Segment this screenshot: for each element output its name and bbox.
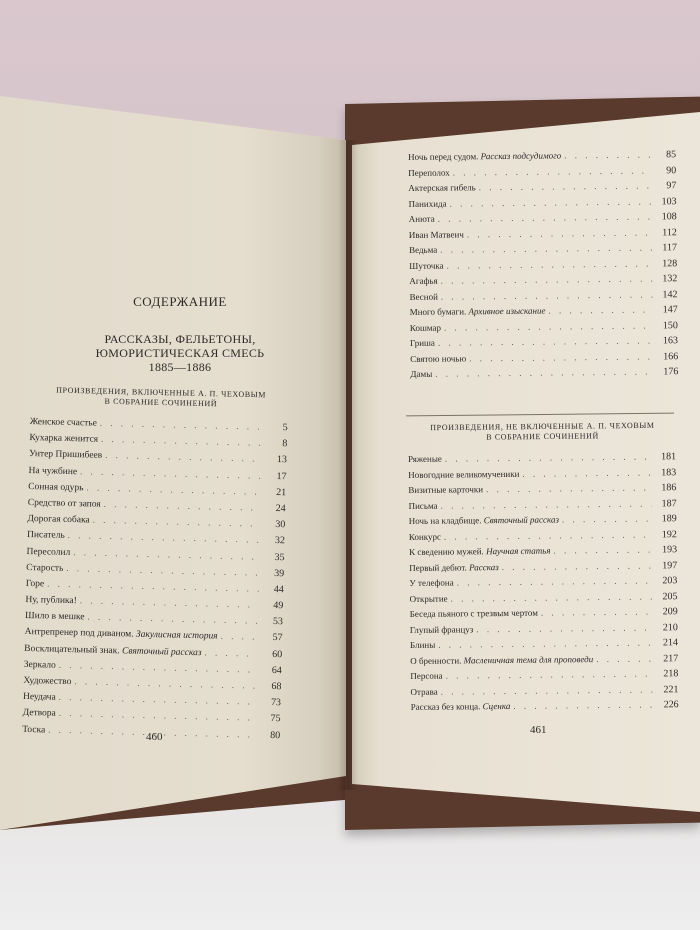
toc-entry-page-number: 112 xyxy=(662,226,677,238)
section-years: 1885—1886 xyxy=(148,360,212,374)
toc-entry-page-number: 85 xyxy=(666,149,677,161)
toc-entry-title-text: Ряженые xyxy=(408,453,442,464)
toc-entry-title-text: Тоска xyxy=(22,724,46,736)
section-title-line1: РАССКАЗЫ, ФЕЛЬЕТОНЫ, xyxy=(104,332,256,346)
toc-leader-dots xyxy=(553,542,652,559)
toc-entry-page-number: 17 xyxy=(276,470,287,482)
toc-entry-title xyxy=(26,576,45,593)
toc-entry-page-number: 210 xyxy=(662,621,678,633)
toc-entry-title-text: Горе xyxy=(25,578,45,590)
contents-heading: СОДЕРЖАНИЕ xyxy=(133,294,227,309)
toc-leader-dots xyxy=(522,465,651,482)
toc-entry-page-number: 49 xyxy=(273,600,284,612)
toc-entry-page-number: 80 xyxy=(270,729,281,741)
section-title-line2: ЮМОРИСТИЧЕСКАЯ СМЕСЬ xyxy=(95,346,265,360)
toc-entry-title xyxy=(410,336,435,352)
toc-entry-title-text: Сонная одурь xyxy=(28,481,84,494)
toc-entry-title xyxy=(410,606,538,623)
toc-entry-title xyxy=(410,351,466,367)
toc-leader-dots xyxy=(502,558,653,575)
toc-entry-page-number: 147 xyxy=(662,304,678,316)
toc-entry-title-text: Антрепренер под диваном. xyxy=(24,627,134,641)
toc-entry-title-text: Пересолил xyxy=(26,546,71,558)
toc-entry-title-text: Открытие xyxy=(409,593,448,604)
toc-entry-title-text: Актерская гибель xyxy=(408,182,476,193)
toc-entry-title-text: Персона xyxy=(410,670,443,681)
toc-entry-title xyxy=(410,622,474,638)
page-number-right: 461 xyxy=(530,724,547,736)
toc-entry-title xyxy=(408,498,437,514)
toc-entry-page-number: 108 xyxy=(661,211,677,223)
toc-entry-subtitle: Рассказ xyxy=(469,561,499,572)
toc-entry-title xyxy=(409,544,551,561)
toc-entry-title xyxy=(410,367,432,383)
toc-entry-title-text: Кухарка женится xyxy=(29,433,99,445)
toc-leader-dots xyxy=(435,364,653,382)
toc-entry-title xyxy=(410,669,442,685)
toc-entry-title xyxy=(410,320,441,336)
toc-entry-title-text: Старость xyxy=(26,562,64,574)
toc-entry-page-number: 226 xyxy=(663,699,679,711)
toc-entry-page-number: 214 xyxy=(662,637,679,649)
toc-entry-page-number: 60 xyxy=(272,648,283,660)
toc-entry-title-text: Кошмар xyxy=(409,322,442,333)
toc-entry-page-number: 117 xyxy=(662,242,678,254)
toc-entry-title-text: Святою ночью xyxy=(410,352,467,364)
toc-entry-page-number: 187 xyxy=(661,497,677,509)
toc-entry-page-number: 197 xyxy=(662,559,678,571)
toc-entry-title xyxy=(22,721,45,738)
toc-entry-page-number: 21 xyxy=(276,486,287,499)
toc-entry-title-text: Панихида xyxy=(408,198,447,209)
toc-entry-page-number: 32 xyxy=(274,535,286,547)
toc-entry-subtitle: Закулисная история xyxy=(135,630,218,643)
toc-entry-title-text: Дамы xyxy=(410,368,433,379)
toc-entry-page-number: 68 xyxy=(271,680,282,693)
toc-entry-page-number: 75 xyxy=(270,713,281,725)
toc-entry-page-number: 90 xyxy=(666,164,677,176)
toc-entry-title xyxy=(410,684,437,700)
toc-entry-title-text: Дорогая собака xyxy=(27,514,90,526)
toc-entry-page-number: 30 xyxy=(275,519,286,531)
toc-leader-dots xyxy=(479,178,652,195)
toc-entry-page-number: 8 xyxy=(282,438,288,450)
toc-entry-subtitle: Масленичная тема для проповеди xyxy=(463,653,594,665)
toc-entry-title-text: Агафья xyxy=(409,275,438,286)
toc-entry-title-text: Рассказ без конца. xyxy=(410,701,481,712)
toc-entry-title-text: Восклицательный знак. xyxy=(24,643,120,656)
toc-entry-page-number: 181 xyxy=(661,451,677,463)
subhead-included-line2: В СОБРАНИЕ СОЧИНЕНИЙ xyxy=(104,396,218,409)
toc-entry-title-text: У телефона xyxy=(409,577,454,588)
toc-entry-page-number: 73 xyxy=(270,697,282,709)
toc-entry-page-number: 189 xyxy=(661,513,677,525)
subhead-not-included-line1: ПРОИЗВЕДЕНИЯ, НЕ ВКЛЮЧЕННЫЕ А. П. ЧЕХОВЫМ xyxy=(430,420,655,433)
toc-entry-title-text: Новогодние великомученики xyxy=(408,468,520,480)
subhead-not-included xyxy=(400,421,685,444)
toc-entry-subtitle: Сценка xyxy=(482,700,511,712)
toc-entry-title-text: Шило в мешке xyxy=(24,611,85,623)
toc-entry-title-text: Писатель xyxy=(26,530,65,542)
toc-entry-title xyxy=(409,258,444,274)
toc-entry-title-text: Гриша xyxy=(409,337,435,348)
toc-entry-page-number: 142 xyxy=(662,288,678,300)
toc-entry-page-number: 217 xyxy=(663,652,679,664)
toc-leader-dots xyxy=(513,697,654,714)
toc-entry-title xyxy=(408,196,446,212)
toc-entry-page-number: 203 xyxy=(662,575,678,587)
toc-entry-title xyxy=(408,482,483,498)
toc-entry-title-text: Конкурс xyxy=(408,531,442,542)
toc-entry-page-number: 5 xyxy=(282,422,288,434)
toc-entry-page-number: 221 xyxy=(663,683,679,695)
toc-entry-page-number: 183 xyxy=(661,466,677,478)
toc-entry-title-text: Беседа пьяного с трезвым чертом xyxy=(409,607,538,619)
toc-entry xyxy=(411,697,679,715)
toc-entry-title-text: Средство от запоя xyxy=(27,497,101,510)
toc-leader-dots xyxy=(204,644,257,661)
toc-list-included xyxy=(22,413,288,743)
toc-entry-title-text: Иван Матвеич xyxy=(408,228,464,240)
toc-entry-title xyxy=(408,148,561,165)
toc-leader-dots xyxy=(596,651,653,667)
toc-entry-page-number: 44 xyxy=(273,583,284,596)
toc-entry-title xyxy=(410,304,546,321)
toc-entry-title-text: Шуточка xyxy=(409,260,444,271)
toc-entry-page-number: 57 xyxy=(272,632,283,644)
toc-entry-title xyxy=(410,638,435,654)
toc-leader-dots xyxy=(541,604,653,621)
toc-entry-title xyxy=(408,165,450,181)
toc-entry-page-number: 193 xyxy=(661,544,678,556)
toc-entry-title-text: К сведению мужей. xyxy=(408,546,484,557)
subhead-included-line1: ПРОИЗВЕДЕНИЯ, ВКЛЮЧЕННЫЕ А. П. ЧЕХОВЫМ xyxy=(56,385,267,400)
toc-entry-title xyxy=(411,699,511,716)
toc-entry xyxy=(410,364,678,382)
toc-entry-page-number: 192 xyxy=(661,528,677,540)
book-spine-shadow xyxy=(338,140,358,790)
toc-entry-title-text: Визитные карточки xyxy=(408,484,484,495)
toc-entry-title-text: Унтер Пришибеев xyxy=(28,449,103,462)
toc-entry-title-text: Ночь на кладбище. xyxy=(408,515,482,526)
toc-entry-title xyxy=(409,576,453,592)
toc-entry-title xyxy=(409,529,441,545)
section-title xyxy=(60,332,300,374)
toc-entry-page-number: 97 xyxy=(666,180,677,192)
toc-entry-subtitle: Архивное изыскание xyxy=(468,305,546,317)
toc-entry-title-text: О бренности. xyxy=(410,654,462,666)
toc-leader-dots xyxy=(220,628,257,645)
toc-entry-title xyxy=(408,180,476,196)
toc-entry-page-number: 176 xyxy=(663,366,679,378)
toc-entry-title xyxy=(409,274,437,290)
toc-entry-title xyxy=(409,243,437,259)
toc-entry-title-text: Блины xyxy=(409,639,436,650)
toc-entry-title-text: Ну, публика! xyxy=(25,595,77,607)
toc-leader-dots xyxy=(476,620,653,637)
toc-entry-title-text: Много бумаги. xyxy=(409,306,467,317)
toc-list-included-continued xyxy=(408,147,678,382)
toc-leader-dots xyxy=(564,147,651,163)
toc-entry-page-number: 132 xyxy=(662,273,678,285)
toc-entry-page-number: 24 xyxy=(275,502,286,515)
toc-entry-page-number: 205 xyxy=(662,590,678,602)
toc-entry-title-text: Ведьма xyxy=(408,244,438,255)
toc-entry-title xyxy=(409,512,559,529)
toc-entry-page-number: 35 xyxy=(274,551,285,563)
toc-entry-title-text: Зеркало xyxy=(23,659,56,671)
toc-entry-title-text: Ночь перед судом. xyxy=(408,151,479,162)
toc-leader-dots xyxy=(548,302,652,319)
toc-entry-title-text: Глупый француз xyxy=(409,623,474,635)
page-number-left: 460 xyxy=(146,731,163,743)
toc-entry-page-number: 163 xyxy=(662,335,679,347)
toc-entry-title-text: Отрава xyxy=(410,686,438,697)
toc-entry-page-number: 13 xyxy=(276,454,288,466)
toc-entry-title xyxy=(408,452,442,468)
toc-entry-title-text: Художество xyxy=(23,675,72,688)
toc-entry-page-number: 186 xyxy=(661,482,677,494)
toc-entry-title-text: Неудача xyxy=(22,692,56,703)
toc-entry-title xyxy=(409,227,464,243)
toc-entry-page-number: 64 xyxy=(271,664,282,677)
toc-entry-title-text: Первый дебют. xyxy=(409,561,467,573)
toc-list-not-included xyxy=(408,449,679,715)
toc-entry-subtitle: Святочный рассказ xyxy=(483,514,560,526)
toc-entry-page-number: 218 xyxy=(663,668,679,680)
toc-entry-page-number: 103 xyxy=(661,195,677,207)
toc-entry-title xyxy=(409,212,435,228)
toc-entry-title-text: Весной xyxy=(409,291,438,302)
subhead-not-included-line2: В СОБРАНИЕ СОЧИНЕНИЙ xyxy=(486,431,599,442)
toc-entry-page-number: 128 xyxy=(662,257,678,269)
toc-entry-subtitle: Рассказ подсудимого xyxy=(480,150,562,162)
toc-leader-dots xyxy=(562,511,652,527)
toc-entry-page-number: 209 xyxy=(662,606,678,618)
toc-entry-subtitle: Научная статья xyxy=(485,545,551,557)
toc-entry-title xyxy=(408,466,519,483)
toc-entry-page-number: 53 xyxy=(272,616,284,628)
toc-entry-page-number: 166 xyxy=(663,350,679,362)
toc-entry-title xyxy=(409,560,499,576)
toc-entry-title xyxy=(409,289,438,305)
toc-entry-page-number: 150 xyxy=(662,319,678,331)
toc-entry-title xyxy=(409,591,447,607)
toc-entry-subtitle: Святочный рассказ xyxy=(121,645,202,658)
toc-entry-title-text: Детвора xyxy=(22,708,56,720)
toc-entry-title-text: Письма xyxy=(408,500,438,511)
toc-entry-title-text: На чужбине xyxy=(28,465,78,477)
toc-entry-title-text: Переполох xyxy=(408,167,450,178)
toc-entry-title-text: Анюта xyxy=(408,213,435,224)
toc-leader-dots xyxy=(486,480,651,497)
toc-entry-page-number: 39 xyxy=(274,567,285,579)
toc-entry-title-text: Женское счастье xyxy=(29,416,97,429)
